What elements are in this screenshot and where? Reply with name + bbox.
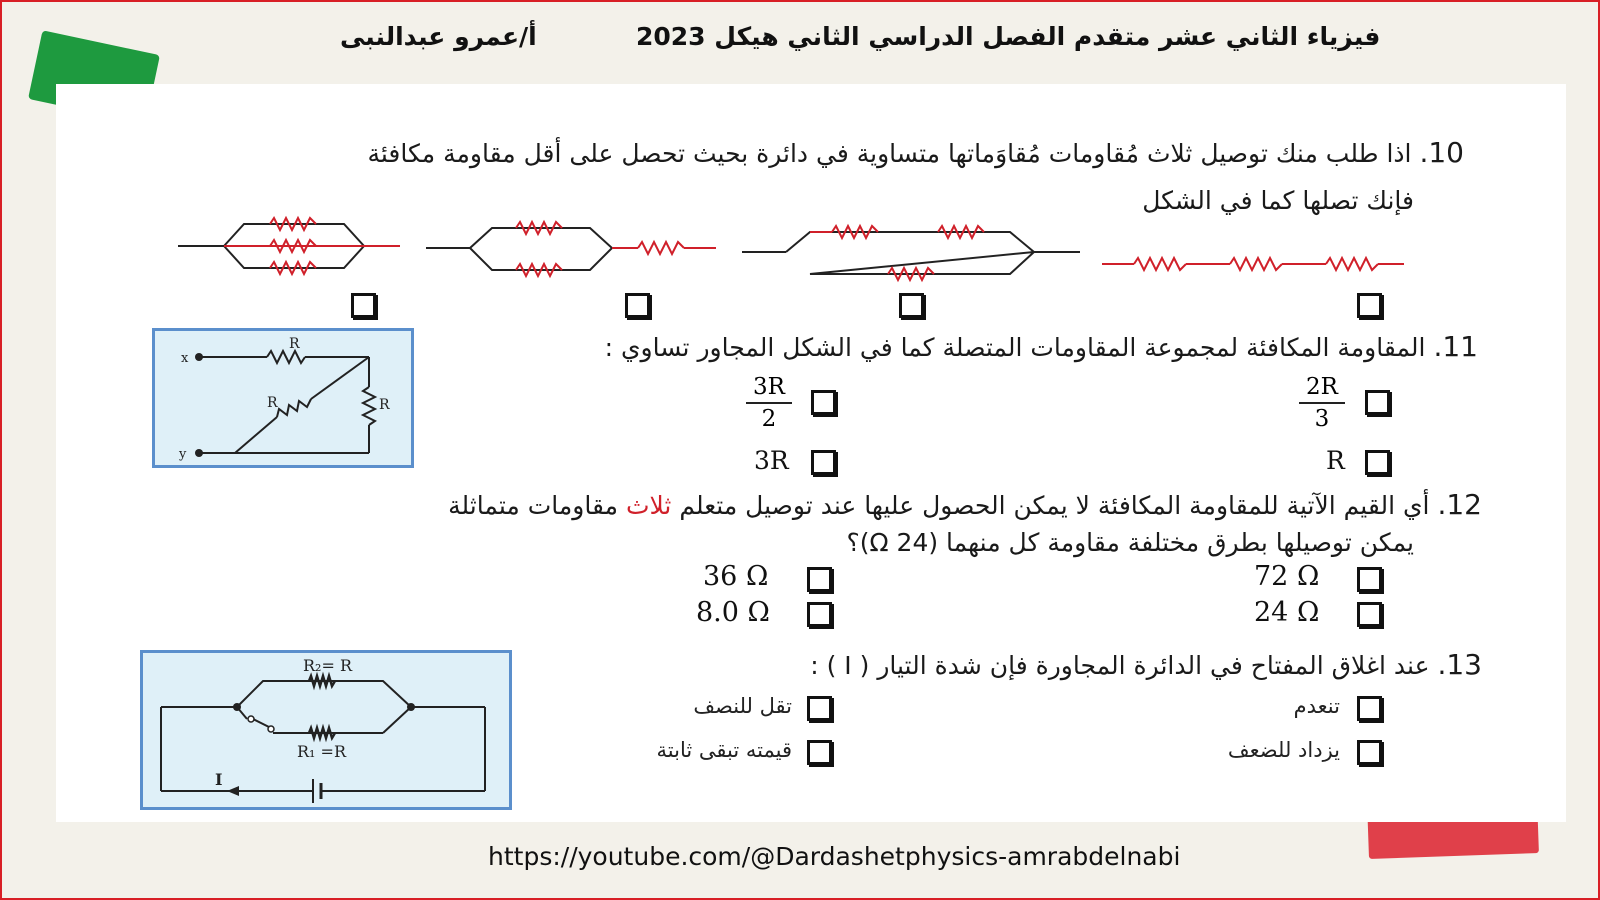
q12-option-d: 8.0 Ω <box>696 597 770 628</box>
q13-figure <box>140 650 512 810</box>
q11-terminal-x: x <box>181 351 189 366</box>
q13-option-b-checkbox[interactable] <box>807 696 832 721</box>
q11-text <box>605 330 1478 363</box>
q12-line1-b: مقاومات متماثلة <box>448 491 618 520</box>
q12-line1-highlight: ثلاث <box>625 491 672 520</box>
q11-figure <box>152 328 414 468</box>
q12-line2: يمكن توصيلها بطرق مختلفة مقاومة كل منهما (24 Ω)؟ <box>846 528 1414 557</box>
q12-option-a-checkbox[interactable] <box>1357 567 1382 592</box>
q13-option-c: يزداد للضعف <box>1227 738 1340 762</box>
q11-label-r-diag: R <box>267 395 278 411</box>
q10-option-2-checkbox[interactable] <box>899 293 924 318</box>
q12-option-b: 36 Ω <box>703 561 769 592</box>
q13-number: 13. <box>1437 648 1482 681</box>
q10-line2: فإنك تصلها كما في الشكل <box>1142 186 1414 215</box>
q11-option-a-checkbox[interactable] <box>1365 390 1390 415</box>
q11-triangle-circuit <box>155 331 411 465</box>
q10-line1: اذا طلب منك توصيل ثلاث مُقاومات مُقاوَماتها متساوية في دائرة بحيث تحصل على أقل مقاومة مكافئة <box>367 139 1412 168</box>
q10-option-3-checkbox[interactable] <box>625 293 650 318</box>
q13-option-a: تنعدم <box>1293 694 1340 718</box>
q12-option-d-checkbox[interactable] <box>807 602 832 627</box>
q11-option-b <box>746 374 792 432</box>
q11-question: المقاومة المكافئة لمجموعة المقاومات المتصلة كما في الشكل المجاور تساوي : <box>604 333 1426 362</box>
q11-option-c-checkbox[interactable] <box>1365 450 1390 475</box>
q12-number: 12. <box>1437 488 1482 521</box>
q13-label-r1: R₁ =R <box>297 742 346 761</box>
q11-option-a-numerator: 2R <box>1306 374 1338 400</box>
q13-text <box>810 648 1482 681</box>
q10-number: 10. <box>1419 136 1464 169</box>
q13-label-current: I <box>215 770 223 789</box>
page-title: فيزياء الثاني عشر متقدم الفصل الدراسي الثاني هيكل 2023 <box>636 22 1381 51</box>
q11-option-c: R <box>1326 446 1345 475</box>
q10-series-circuit <box>1102 258 1404 270</box>
q12-text <box>448 488 1482 521</box>
q13-option-d-checkbox[interactable] <box>807 740 832 765</box>
q13-option-b: تقل للنصف <box>693 694 792 718</box>
q13-option-c-checkbox[interactable] <box>1357 740 1382 765</box>
q13-option-a-checkbox[interactable] <box>1357 696 1382 721</box>
author-name: أ/عمرو عبدالنبى <box>340 22 537 51</box>
q11-option-b-checkbox[interactable] <box>811 390 836 415</box>
q10-series-parallel-circuit <box>742 226 1080 280</box>
q10-option-1-checkbox[interactable] <box>1357 293 1382 318</box>
q11-label-r-right: R <box>379 397 390 413</box>
q11-option-b-numerator: 3R <box>753 374 785 400</box>
q12-option-c-checkbox[interactable] <box>1357 602 1382 627</box>
q12-option-b-checkbox[interactable] <box>807 567 832 592</box>
q11-option-a-denominator: 3 <box>1314 406 1330 432</box>
q10-parallel-series-circuit <box>426 222 716 276</box>
footer-url[interactable]: https://youtube.com/@Dardashetphysics-amrabdelnabi <box>488 842 1181 871</box>
q11-terminal-y: y <box>179 447 187 462</box>
q13-switch-circuit <box>143 653 509 807</box>
q11-option-a <box>1299 374 1345 432</box>
q12-option-a: 72 Ω <box>1254 561 1320 592</box>
q11-number: 11. <box>1433 330 1478 363</box>
q11-label-r-top: R <box>289 336 300 352</box>
q13-option-d: قيمته تبقى ثابتة <box>656 738 792 762</box>
q12-option-c: 24 Ω <box>1254 597 1320 628</box>
q10-option-4-checkbox[interactable] <box>351 293 376 318</box>
q13-question: عند اغلاق المفتاح في الدائرة المجاورة فإن شدة التيار ( I ) : <box>810 651 1430 680</box>
q12-line1-a: أي القيم الآتية للمقاومة المكافئة لا يمكن الحصول عليها عند توصيل متعلم <box>679 491 1430 520</box>
q10-parallel-circuit <box>178 218 400 274</box>
q11-option-d-checkbox[interactable] <box>811 450 836 475</box>
q13-label-r2: R₂= R <box>303 656 352 675</box>
q11-option-d: 3R <box>754 446 789 475</box>
q11-option-b-denominator: 2 <box>761 406 777 432</box>
